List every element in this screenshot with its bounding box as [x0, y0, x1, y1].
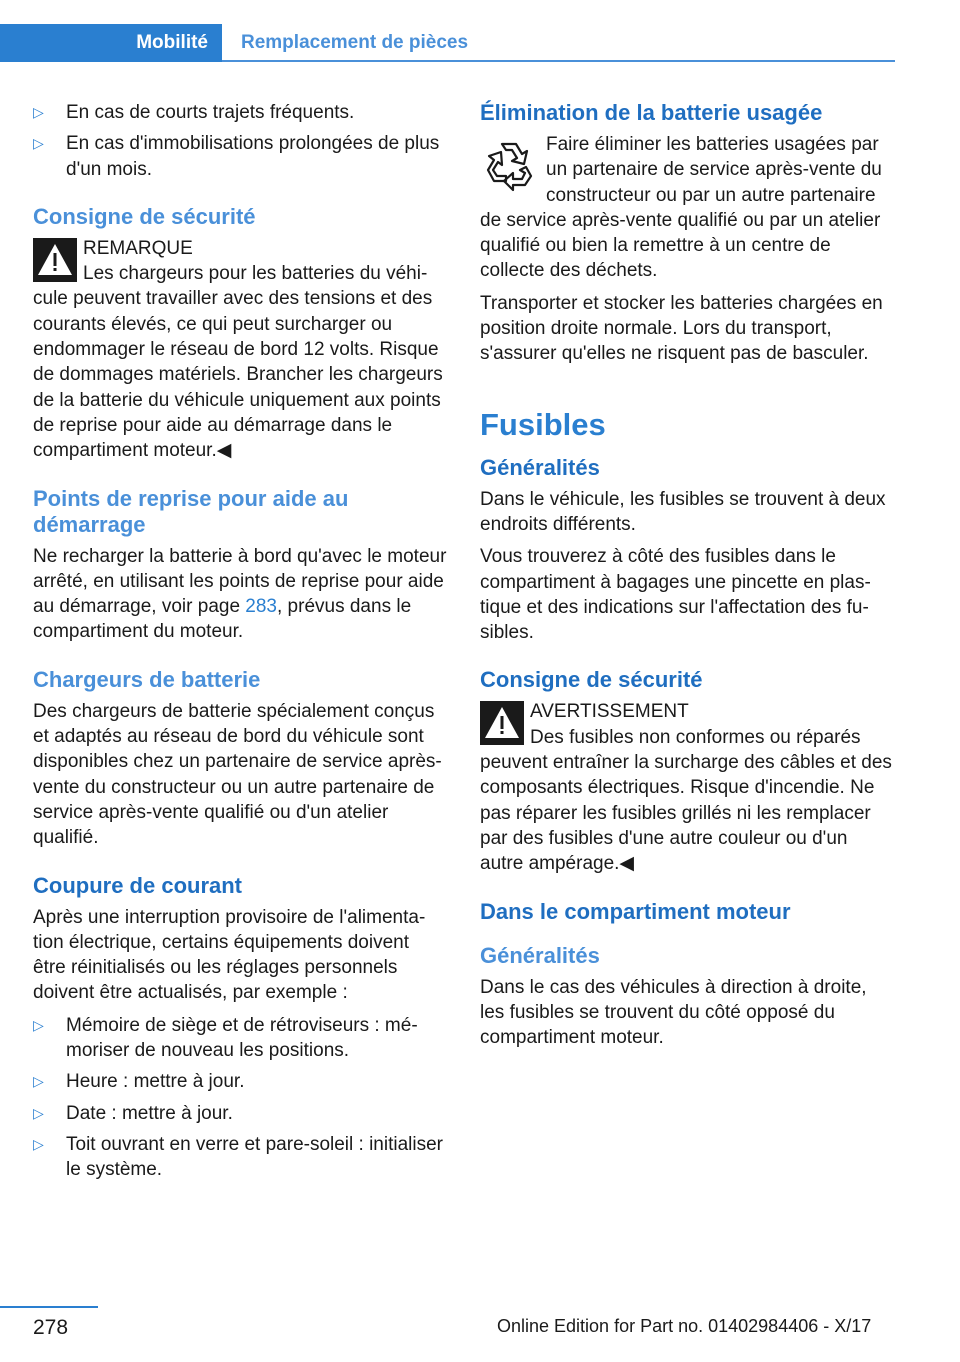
general-text-2: Vous trouverez à côté des fusibles dans le compartiment à bagages une pincette en plastique et des indications sur l'affectation des fusibles. [480, 546, 871, 644]
triangle-bullet-icon: ▷ [33, 135, 44, 152]
edition-note: Online Edition for Part no. 01402984406 - X/17 [497, 1316, 872, 1336]
heading-disposal: Élimination de la batterie usagée [480, 100, 823, 125]
heading-fuses: Fusibles [480, 406, 606, 442]
power-cut-text: Après une interruption provisoire de l'alimentation électrique, certains équipements doivent être réinitialisés ou les réglages personnels doivent être actualisés, par exemple : [33, 906, 426, 1004]
heading-safety: Consigne de sécurité [33, 203, 256, 229]
right-column [480, 100, 894, 1057]
recycling-icon [480, 134, 538, 192]
list-item: ▷ Toit ouvrant en verre et pare-soleil : initialiser le système. [33, 1133, 444, 1181]
chargers-text: Des chargeurs de batterie spécialement conçus et adaptés au réseau de bord du véhicule sont disponibles chez un partenaire de service après-vente du constructeur ou un autre partenaire de service après-vente qualifié ou d'un atelier qualifié. [33, 700, 442, 849]
warning-triangle-icon [33, 238, 77, 282]
jump-points-text: Ne recharger la batterie à bord qu'avec le moteur arrêté, en utilisant les points de reprise pour aide au démarrage, voir page 283, prévus dans le compartiment du moteur. [33, 545, 447, 643]
section-tab[interactable]: Remplacement de pièces [241, 32, 469, 53]
warning-block [480, 699, 894, 876]
notice-text: Les chargeurs pour les batteries du véhicule peuvent travailler avec des tensions et des courants élevés, ce qui peut surcharger ou endommager le réseau de bord 12 volts. Risque de dommages matériels. Brancher les chargeurs de la batterie du véhicule uniquement aux points de reprise pour aide au démarrage dans le compartiment moteur.◀ [33, 263, 443, 462]
list-item: ▷ En cas de courts trajets fréquents. [33, 100, 447, 125]
page-number: 278 [33, 1316, 69, 1339]
disposal-text: Faire éliminer les batteries usagées par un partenaire de service après-vente du constructeur ou par un autre partenaire de service après-vente qualifié ou par un atelier qualifié ou bien la remettre à un centre de collecte des déchets. [480, 134, 882, 282]
page-link[interactable]: 283 [245, 596, 277, 618]
left-column [33, 100, 447, 1195]
header-rule [222, 60, 895, 62]
heading-safety-fuses: Consigne de sécurité [480, 667, 703, 693]
list-item: ▷ En cas d'immobilisations prolongées de plus d'un mois. [33, 133, 440, 180]
heading-general-2: Généralités [480, 942, 600, 968]
transport-text: Transporter et stocker les batteries chargées en position droite normale. Lors du transport, s'assurer qu'elles ne risquent pas de basculer. [480, 292, 883, 365]
triangle-bullet-icon: ▷ [33, 1016, 44, 1033]
triangle-bullet-icon: ▷ [33, 1073, 44, 1090]
heading-chargers: Chargeurs de batterie [33, 666, 261, 692]
chapter-tab[interactable]: Mobilité [0, 24, 222, 62]
heading-general: Généralités [480, 454, 600, 480]
warning-text: Des fusibles non conformes ou réparés peuvent entraîner la surcharge des câbles et des composants électriques. Risque d'incendie. Ne pas réparer les fusibles grillés ni les remplacer par des fusibles d'une autre couleur ou d'un autre ampérage.◀ [480, 726, 892, 875]
heading-engine-compartment: Dans le compartiment moteur [480, 898, 791, 924]
header-bar [0, 24, 895, 62]
heading-jump-points: Points de reprise pour aide au démarrage [33, 485, 349, 537]
engine-text: Dans le cas des véhicules à direction à droite, les fusibles se trouvent du côté opposé du compartiment moteur. [480, 976, 867, 1049]
bullet-list-power [33, 1013, 447, 1183]
bullet-list-top [33, 100, 447, 182]
general-text-1: Dans le véhicule, les fusibles se trouvent à deux endroits différents. [480, 488, 886, 535]
disposal-block [480, 132, 894, 284]
triangle-bullet-icon: ▷ [33, 1104, 44, 1121]
list-item: ▷ Mémoire de siège et de rétroviseurs : mémoriser de nouveau les positions. [33, 1014, 418, 1062]
warning-title: AVERTISSEMENT [530, 701, 689, 723]
list-item: ▷ Date : mettre à jour. [33, 1101, 447, 1126]
triangle-bullet-icon: ▷ [33, 104, 44, 120]
triangle-bullet-icon: ▷ [33, 1135, 44, 1152]
list-item: ▷ Heure : mettre à jour. [33, 1069, 447, 1094]
notice-title: REMARQUE [83, 237, 193, 259]
notice-block [33, 236, 447, 464]
warning-triangle-icon [480, 701, 524, 745]
footer-rule [0, 1306, 98, 1308]
heading-power-cut: Coupure de courant [33, 872, 243, 898]
